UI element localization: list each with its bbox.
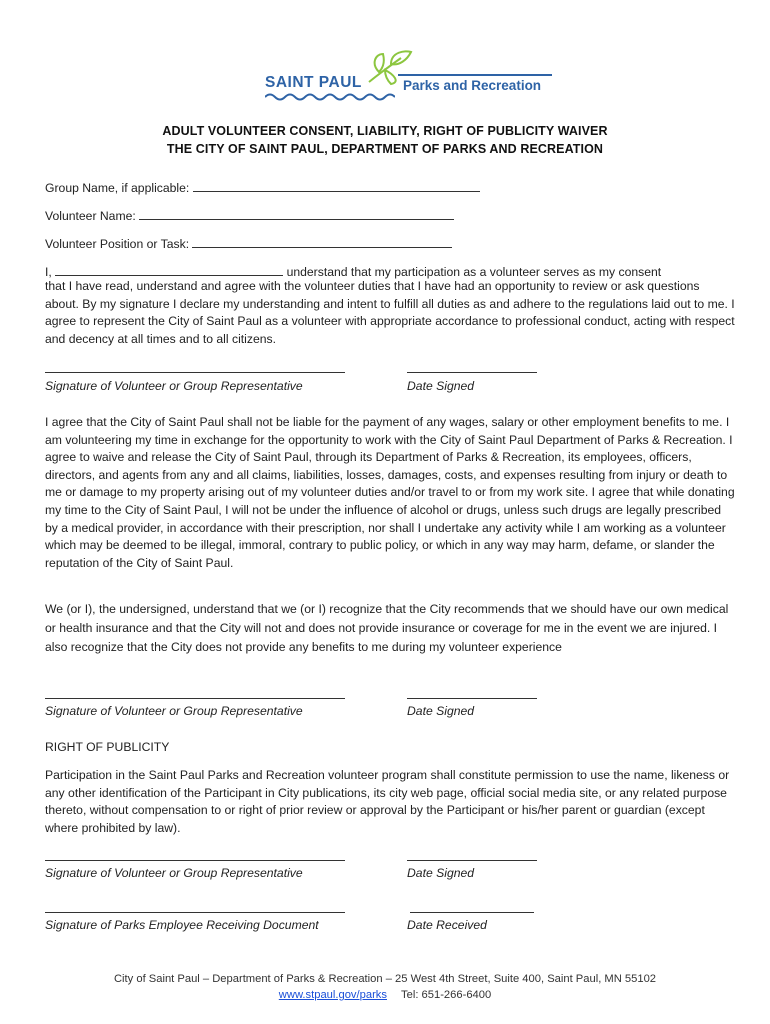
publicity-paragraph: Participation in the Saint Paul Parks and Recreation volunteer program shall constitute permission to use the name, likeness or any other identification of the Participant in City publications, its city web page, official social media site, or any related purpose thereto, without compensation to or right of prior review or approval by the Participant or his/her parent or guardian (except where prohibited by law). bbox=[45, 768, 730, 835]
date-signed-label-3: Date Signed bbox=[407, 866, 475, 880]
consent-name-blank[interactable] bbox=[55, 263, 283, 276]
logo-parks-text: Parks and Recreation bbox=[403, 78, 542, 93]
document-title-line1: ADULT VOLUNTEER CONSENT, LIABILITY, RIGHT OF PUBLICITY WAIVER bbox=[162, 124, 608, 138]
publicity-heading: RIGHT OF PUBLICITY bbox=[45, 740, 170, 754]
group-name-field[interactable] bbox=[45, 179, 480, 195]
footer-address: City of Saint Paul – Department of Parks & Recreation – 25 West 4th Street, Suite 400, Saint Paul, MN 55102 bbox=[113, 973, 657, 985]
volunteer-signature-label-3: Signature of Volunteer or Group Representative bbox=[45, 866, 303, 880]
date-signed-line-1[interactable] bbox=[407, 372, 537, 373]
date-received-label: Date Received bbox=[407, 918, 487, 932]
volunteer-signature-label-2: Signature of Volunteer or Group Representative bbox=[45, 704, 303, 718]
logo-divider bbox=[398, 74, 552, 76]
group-name-label: Group Name, if applicable: bbox=[45, 181, 190, 195]
wave-icon bbox=[265, 92, 395, 102]
date-signed-label-1: Date Signed bbox=[407, 379, 475, 393]
consent-prefix: I, bbox=[45, 265, 52, 279]
footer-contact bbox=[0, 989, 770, 1001]
volunteer-position-blank[interactable] bbox=[192, 235, 452, 248]
employee-signature-line[interactable] bbox=[45, 912, 345, 913]
phone-number: Tel: 651-266-6400 bbox=[401, 989, 492, 1001]
volunteer-name-label: Volunteer Name: bbox=[45, 209, 136, 223]
consent-first-line bbox=[45, 263, 661, 279]
date-signed-line-3[interactable] bbox=[407, 860, 537, 861]
volunteer-name-blank[interactable] bbox=[139, 207, 454, 220]
insurance-paragraph: We (or I), the undersigned, understand that we (or I) recognize that the City recommends that we should have our own medical or health insurance and that the City will not and does not provide insurance or coverage for me in the event we are injured. I also recognize that the City does not provide any benefits to me during my volunteer experience bbox=[45, 602, 729, 654]
liability-paragraph: I agree that the City of Saint Paul shall not be liable for the payment of any wages, salary or other employment benefits to me. I am volunteering my time in exchange for the opportunity to work with the City of Saint Paul Department of Parks & Recreation. I agree to waive and release the City of Saint Paul, through its Department of Parks & Recreation, its employees, officers, directors, and agents from any and all claims, liabilities, losses, damages, costs, and expenses resulting from injury or death to me or damage to my property arising out of my volunteer duties and/or travel to or from my work site. I agree that while donating my time to the City of Saint Paul, I will not be under the influence of alcohol or drugs, unless such drugs are legally prescribed by a medical provider, in accordance with their prescription, nor shall I undertake any activity while I am working as a volunteer which may be deemed to be illegal, immoral, contrary to public policy, or which in any way may harm, defame, or slander the reputation of the City of Saint Paul. bbox=[45, 415, 735, 570]
website-link[interactable]: www.stpaul.gov/parks bbox=[278, 989, 387, 1001]
employee-signature-label: Signature of Parks Employee Receiving Document bbox=[45, 918, 319, 932]
volunteer-signature-label-1: Signature of Volunteer or Group Representative bbox=[45, 379, 303, 393]
consent-text-first: understand that my participation as a volunteer serves as my consent bbox=[286, 265, 662, 279]
volunteer-signature-line-2[interactable] bbox=[45, 698, 345, 699]
date-received-line[interactable] bbox=[410, 912, 534, 913]
date-signed-label-2: Date Signed bbox=[407, 704, 475, 718]
group-name-blank[interactable] bbox=[193, 179, 480, 192]
volunteer-signature-line-1[interactable] bbox=[45, 372, 345, 373]
logo-saint-paul-text: SAINT PAUL bbox=[265, 74, 362, 91]
date-signed-line-2[interactable] bbox=[407, 698, 537, 699]
volunteer-signature-line-3[interactable] bbox=[45, 860, 345, 861]
saint-paul-parks-logo bbox=[265, 48, 555, 110]
volunteer-name-field[interactable] bbox=[45, 207, 454, 223]
document-title-line2: THE CITY OF SAINT PAUL, DEPARTMENT OF PARKS AND RECREATION bbox=[166, 142, 604, 156]
volunteer-position-label: Volunteer Position or Task: bbox=[45, 237, 190, 251]
consent-paragraph: that I have read, understand and agree with the volunteer duties that I have had an opportunity to review or ask questions about. By my signature I declare my understanding and intent to fulfill all duties as and adhere to the regulations laid out to me. I agree to represent the City of Saint Paul as a volunteer with appropriate accordance to professional conduct, acting with respect and decency at all times and to all citizens. bbox=[45, 279, 735, 346]
volunteer-position-field[interactable] bbox=[45, 235, 452, 251]
